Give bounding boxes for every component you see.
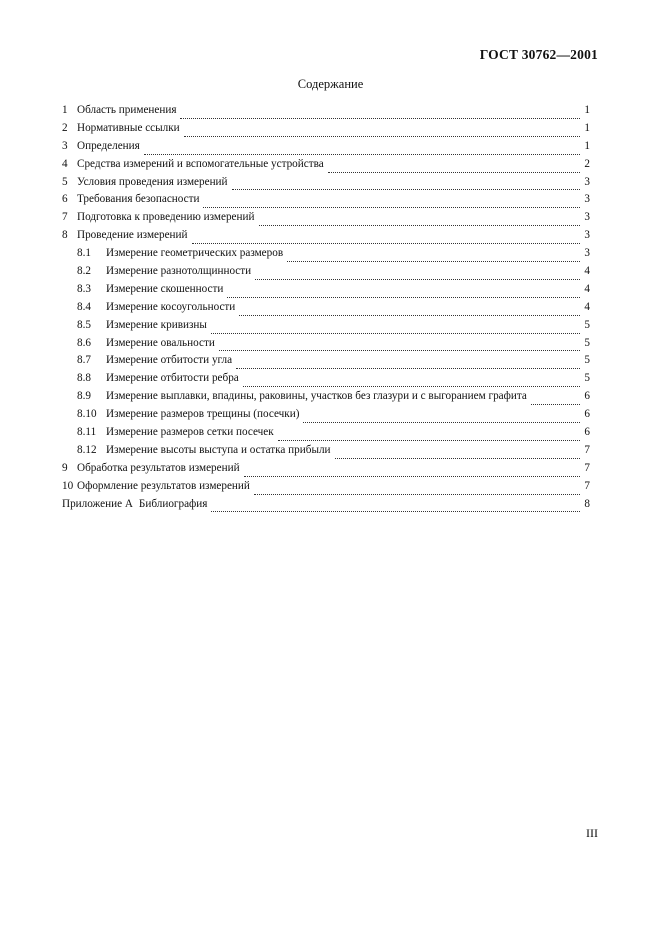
toc-entry-number: 8.8	[77, 372, 91, 385]
toc-entry-label: Измерение размеров трещины (посечки)	[106, 408, 300, 421]
toc-entry-page: 1	[584, 139, 590, 152]
toc-entry-number: 10	[62, 479, 74, 492]
toc-entry-label: Средства измерений и вспомогательные устройства	[77, 157, 324, 170]
toc-entry-label: Измерение кривизны	[106, 318, 207, 331]
page-number: III	[586, 826, 598, 840]
toc-entry[interactable]	[62, 140, 590, 158]
toc-entry-label: Измерение овальности	[106, 336, 215, 349]
toc-title: Содержание	[297, 77, 364, 91]
toc-entry[interactable]	[62, 301, 590, 319]
toc-entry-number: 8.3	[77, 282, 91, 295]
toc-leader-dots	[255, 279, 580, 280]
toc-entry-number: 6	[62, 193, 68, 206]
toc-entry[interactable]	[62, 193, 590, 211]
toc-entry[interactable]	[62, 176, 590, 194]
toc-entry-label: Определения	[77, 139, 140, 152]
toc-entry-page: 7	[584, 461, 590, 474]
toc-leader-dots	[239, 315, 580, 316]
toc-entry-label: Измерение высоты выступа и остатка прибыли	[106, 443, 331, 456]
toc-entry[interactable]	[62, 498, 590, 516]
toc-entry-number: 8.2	[77, 265, 91, 278]
toc-entry-number: 5	[62, 175, 68, 188]
toc-entry-page: 1	[584, 121, 590, 134]
toc-leader-dots	[232, 189, 580, 190]
toc-entry-label: Нормативные ссылки	[77, 121, 180, 134]
toc-entry-page: 5	[584, 318, 590, 331]
toc-entry[interactable]	[62, 104, 590, 122]
toc-leader-dots	[219, 350, 580, 351]
toc-entry-page: 3	[584, 193, 590, 206]
toc-entry[interactable]	[62, 229, 590, 247]
toc-entry-label: Измерение разнотолщинности	[106, 265, 252, 278]
toc-entry-number: 8.5	[77, 318, 91, 331]
toc-entry[interactable]	[62, 337, 590, 355]
toc-entry[interactable]	[62, 354, 590, 372]
toc-entry-number: 8.12	[77, 443, 97, 456]
toc-entry-page: 6	[584, 408, 590, 421]
toc-entry-page: 2	[584, 157, 590, 170]
toc-entry-label: Условия проведения измерений	[77, 175, 228, 188]
toc-entry-label: Измерение размеров сетки посечек	[106, 426, 274, 439]
toc-entry[interactable]	[62, 444, 590, 462]
toc-entry-page: 6	[584, 426, 590, 439]
toc-entry[interactable]	[62, 426, 590, 444]
toc-entry-number: 8	[62, 229, 68, 242]
toc-leader-dots	[184, 136, 580, 137]
toc-entry-page: 4	[584, 282, 590, 295]
toc-entry-label: Обработка результатов измерений	[77, 461, 240, 474]
toc-leader-dots	[192, 243, 580, 244]
toc-entry-page: 4	[584, 265, 590, 278]
toc-leader-dots	[203, 207, 580, 208]
toc-entry[interactable]	[62, 319, 590, 337]
toc-entry-number: 9	[62, 461, 68, 474]
toc-entry[interactable]	[62, 480, 590, 498]
toc-entry-page: 5	[584, 372, 590, 385]
toc-entry-label: Измерение отбитости ребра	[106, 372, 239, 385]
toc-leader-dots	[211, 511, 580, 512]
table-of-contents	[62, 104, 590, 515]
toc-entry-page: 3	[584, 211, 590, 224]
toc-entry-number: 8.7	[77, 354, 91, 367]
toc-entry-number: 8.10	[77, 408, 97, 421]
toc-leader-dots	[244, 476, 580, 477]
toc-entry[interactable]	[62, 408, 590, 426]
toc-entry[interactable]	[62, 122, 590, 140]
toc-entry-page: 8	[584, 497, 590, 510]
toc-leader-dots	[328, 172, 580, 173]
toc-entry-number: 8.6	[77, 336, 91, 349]
document-code: ГОСТ 30762—2001	[479, 47, 598, 62]
toc-leader-dots	[227, 297, 580, 298]
toc-entry[interactable]	[62, 158, 590, 176]
toc-leader-dots	[254, 494, 580, 495]
toc-entry-number: 2	[62, 121, 68, 134]
toc-entry-number: 3	[62, 139, 68, 152]
toc-entry-page: 1	[584, 104, 590, 116]
toc-entry-label: Измерение геометрических размеров	[106, 247, 284, 260]
toc-entry-number: 1	[62, 104, 68, 116]
toc-entry-number: 8.4	[77, 300, 91, 313]
toc-entry-page: 5	[584, 336, 590, 349]
toc-entry-label: Требования безопасности	[77, 193, 200, 206]
toc-entry-label: Подготовка к проведению измерений	[77, 211, 255, 224]
toc-entry-label: Измерение скошенности	[106, 282, 224, 295]
toc-entry-label: Библиография	[138, 497, 208, 510]
toc-entry-page: 3	[584, 175, 590, 188]
toc-leader-dots	[180, 118, 580, 119]
toc-entry-number: 8.1	[77, 247, 91, 260]
toc-entry-page: 3	[584, 229, 590, 242]
toc-leader-dots	[259, 225, 581, 226]
toc-entry-label: Область применения	[77, 104, 177, 116]
toc-leader-dots	[278, 440, 580, 441]
toc-entry-label: Измерение отбитости угла	[106, 354, 233, 367]
toc-entry-number: Приложение А	[62, 497, 133, 510]
toc-entry[interactable]	[62, 247, 590, 265]
toc-leader-dots	[303, 422, 580, 423]
toc-leader-dots	[335, 458, 580, 459]
toc-entry[interactable]	[62, 265, 590, 283]
toc-entry-label: Измерение косоугольности	[106, 300, 236, 313]
toc-entry[interactable]	[62, 211, 590, 229]
toc-entry-page: 7	[584, 443, 590, 456]
toc-entry[interactable]	[62, 372, 590, 390]
toc-entry-label: Проведение измерений	[77, 229, 188, 242]
toc-entry-page: 5	[584, 354, 590, 367]
toc-entry-page: 7	[584, 479, 590, 492]
toc-entry-page: 3	[584, 247, 590, 260]
toc-entry-label: Оформление результатов измерений	[77, 479, 250, 492]
toc-entry-label: Измерение выплавки, впадины, раковины, участков без глазури и с выгоранием графита	[106, 390, 527, 403]
toc-entry-page: 4	[584, 300, 590, 313]
toc-entry-number: 8.9	[77, 390, 91, 403]
toc-entry-number: 8.11	[77, 426, 97, 439]
toc-leader-dots	[211, 333, 580, 334]
toc-leader-dots	[243, 386, 580, 387]
toc-entry[interactable]	[62, 283, 590, 301]
toc-entry-page: 6	[584, 390, 590, 403]
toc-entry-number: 7	[62, 211, 68, 224]
toc-leader-dots	[287, 261, 580, 262]
toc-entry-number: 4	[62, 157, 68, 170]
toc-leader-dots	[531, 404, 580, 405]
toc-leader-dots	[144, 154, 580, 155]
toc-entry[interactable]	[62, 390, 590, 408]
toc-entry[interactable]	[62, 462, 590, 480]
toc-leader-dots	[236, 368, 580, 369]
